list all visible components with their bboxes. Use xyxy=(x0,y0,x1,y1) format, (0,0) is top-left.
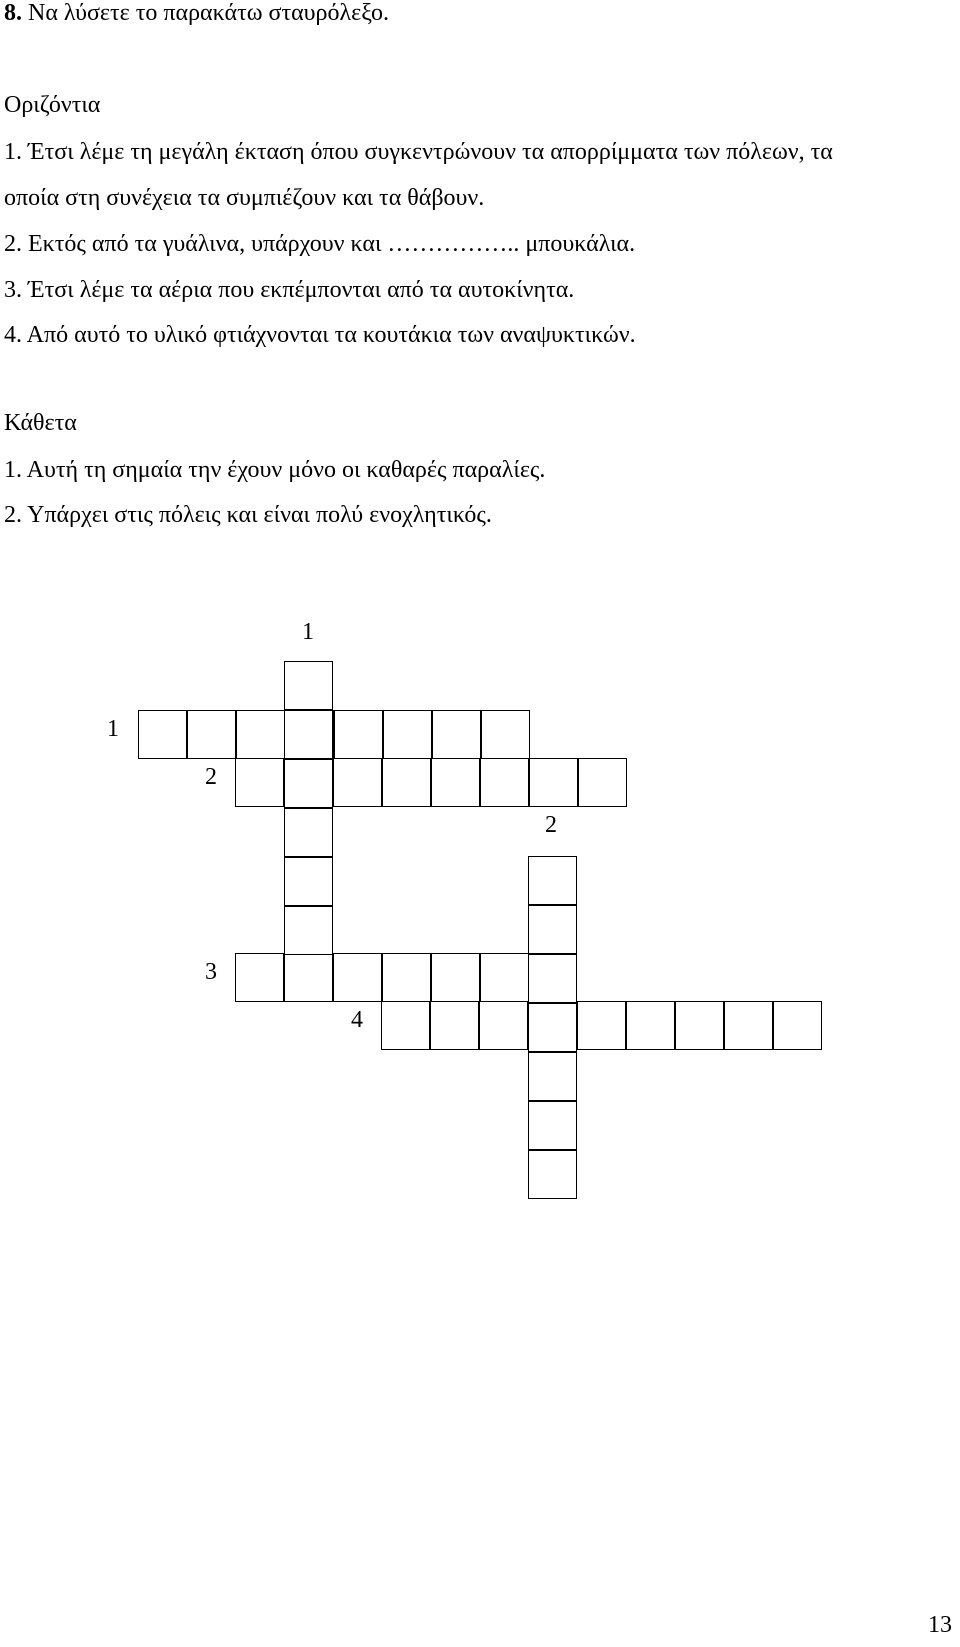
clue-number-down-1: 1 xyxy=(302,619,314,645)
crossword-cell[interactable] xyxy=(430,1001,479,1050)
crossword-cell[interactable] xyxy=(235,758,284,807)
crossword-cell[interactable] xyxy=(432,710,481,759)
exercise-number: 8. xyxy=(4,0,22,26)
crossword-cell[interactable] xyxy=(284,710,333,759)
crossword-cell[interactable] xyxy=(480,758,529,807)
crossword-cell[interactable] xyxy=(284,857,333,906)
crossword-cell[interactable] xyxy=(431,758,480,807)
page-number: 13 xyxy=(928,1612,952,1638)
across-clue-1-line-1: 1. Έτσι λέμε τη μεγάλη έκταση όπου συγκεντρώνουν τα απορρίμματα των πόλεων, τα xyxy=(4,139,833,165)
crossword-cell[interactable] xyxy=(479,1001,528,1050)
crossword-cell[interactable] xyxy=(578,758,627,807)
exercise-heading xyxy=(4,0,389,28)
crossword-cell[interactable] xyxy=(333,953,382,1002)
crossword-cell[interactable] xyxy=(138,710,187,759)
crossword-cell[interactable] xyxy=(333,758,382,807)
crossword-cell[interactable] xyxy=(284,906,333,955)
crossword-cell[interactable] xyxy=(528,905,577,954)
clue-number-down-2: 2 xyxy=(545,812,557,838)
clue-number-across-4: 4 xyxy=(351,1007,363,1033)
crossword-cell[interactable] xyxy=(724,1001,773,1050)
crossword-cell[interactable] xyxy=(529,758,578,807)
clue-number-across-1: 1 xyxy=(107,716,119,742)
across-clue-3: 3. Έτσι λέμε τα αέρια που εκπέμπονται από τα αυτοκίνητα. xyxy=(4,277,575,303)
across-clue-2: 2. Εκτός από τα γυάλινα, υπάρχουν και …………….. μπουκάλια. xyxy=(4,231,636,257)
crossword-cell[interactable] xyxy=(528,1052,577,1101)
exercise-instruction: Να λύσετε το παρακάτω σταυρόλεξο. xyxy=(28,0,390,26)
crossword-cell[interactable] xyxy=(528,856,577,905)
crossword-cell[interactable] xyxy=(284,661,333,710)
crossword-cell[interactable] xyxy=(235,953,284,1002)
crossword-cell[interactable] xyxy=(577,1001,626,1050)
crossword-cell[interactable] xyxy=(480,953,529,1002)
crossword-cell[interactable] xyxy=(383,710,432,759)
crossword-cell[interactable] xyxy=(773,1001,822,1050)
down-heading: Κάθετα xyxy=(4,410,77,436)
crossword-cell[interactable] xyxy=(382,953,431,1002)
crossword-cell[interactable] xyxy=(284,953,333,1002)
crossword-cell[interactable] xyxy=(528,954,577,1003)
across-heading: Οριζόντια xyxy=(4,92,101,118)
crossword-cell[interactable] xyxy=(284,758,333,807)
crossword-cell[interactable] xyxy=(187,710,236,759)
clue-number-across-2: 2 xyxy=(205,764,217,790)
crossword-cell[interactable] xyxy=(528,1003,577,1052)
crossword-cell[interactable] xyxy=(236,710,285,759)
crossword-cell[interactable] xyxy=(431,953,480,1002)
crossword-cell[interactable] xyxy=(528,1001,577,1050)
crossword-cell[interactable] xyxy=(528,1150,577,1199)
crossword-cell[interactable] xyxy=(481,710,530,759)
crossword-cell[interactable] xyxy=(675,1001,724,1050)
crossword-cell[interactable] xyxy=(334,710,383,759)
crossword-cell[interactable] xyxy=(381,1001,430,1050)
across-clue-1-line-2: οποία στη συνέχεια τα συμπιέζουν και τα θάβουν. xyxy=(4,185,485,211)
down-clue-1: 1. Αυτή τη σημαία την έχουν μόνο οι καθαρές παραλίες. xyxy=(4,457,546,483)
crossword-cell[interactable] xyxy=(626,1001,675,1050)
clue-number-across-3: 3 xyxy=(205,959,217,985)
crossword-cell[interactable] xyxy=(284,808,333,857)
down-clue-2: 2. Υπάρχει στις πόλεις και είναι πολύ ενοχλητικός. xyxy=(4,502,492,528)
across-clue-4: 4. Από αυτό το υλικό φτιάχνονται τα κουτάκια των αναψυκτικών. xyxy=(4,322,636,348)
crossword-cell[interactable] xyxy=(285,710,334,759)
crossword-cell[interactable] xyxy=(382,758,431,807)
crossword-cell[interactable] xyxy=(284,759,333,808)
crossword-cell[interactable] xyxy=(528,1101,577,1150)
